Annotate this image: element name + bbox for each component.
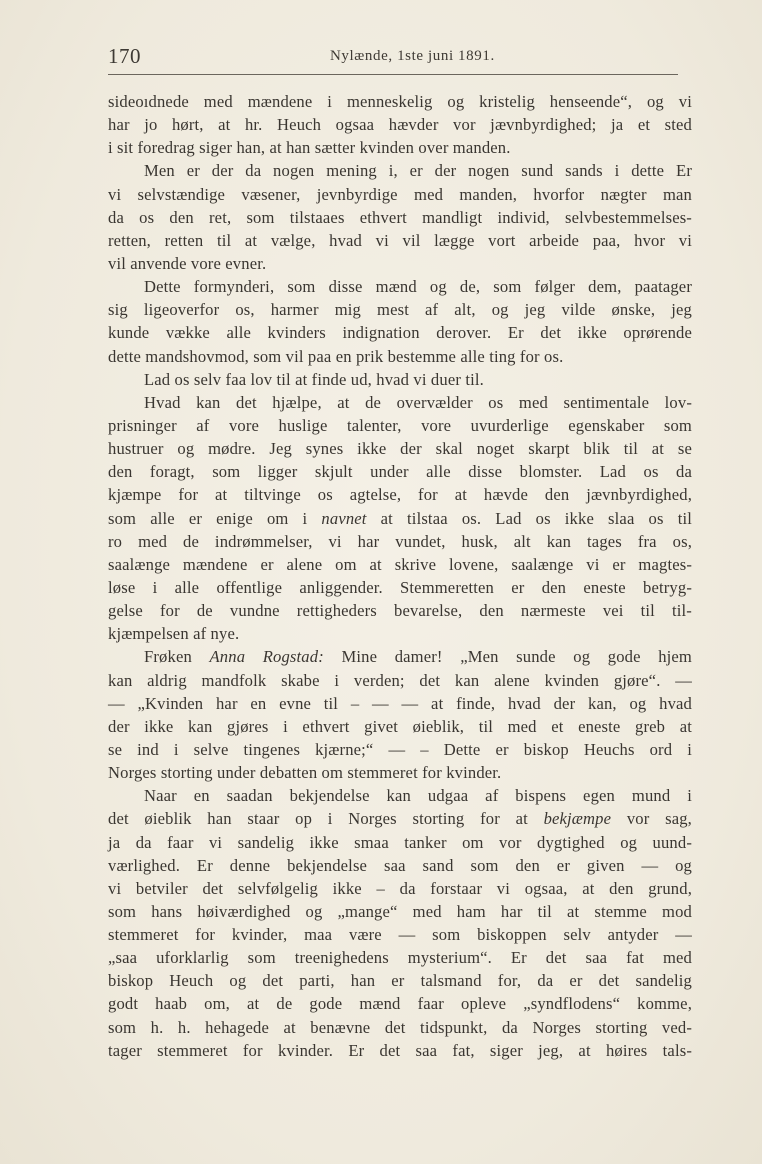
text-line: som hans høiværdighed og „mange“ med ham har til at stemme mod xyxy=(108,901,692,921)
text-line: vi betviler det selvfølgelig ikke – da forstaar vi ogsaa, at den grund, xyxy=(108,878,692,898)
text-line: der ikke kan gjøres i ethvert givet øieblik, til med et eneste greb at xyxy=(108,716,692,736)
text-line: værlighed. Er denne bekjendelse saa sand som den er given — og xyxy=(108,855,692,875)
text-line: kunde vække alle kvinders indignation derover. Er det ikke oprørende xyxy=(108,323,692,343)
text-line: sig ligeoverfor os, harmer mig mest af alt, og jeg vilde ønske, jeg xyxy=(108,300,692,320)
text-line: Norges storting under debatten om stemmeret for kvinder. xyxy=(108,763,502,783)
text-line: tager stemmeret for kvinder. Er det saa fat, siger jeg, at høires tals- xyxy=(108,1040,692,1060)
text-line: den foragt, som ligger skjult under alle disse blomster. Lad os da xyxy=(108,462,692,482)
text-line: prisninger af vore huslige talenter, vore uvurderlige egenskaber som xyxy=(108,415,692,435)
text-line: vi selvstændige væsener, jevnbyrdige med manden, hvorfor nægter man xyxy=(108,184,692,204)
text-line: ja da faar vi sandelig ikke smaa tanker om vor dygtighed og uund- xyxy=(108,832,692,852)
text-line: Naar en saadan bekjendelse kan udgaa af bispens egen mund i xyxy=(144,786,692,806)
text-line: kjæmpelsen af nye. xyxy=(108,624,240,644)
article-body xyxy=(108,90,692,1062)
text-line: — „Kvinden har en evne til – — — at finde, hvad der kan, og hvad xyxy=(108,693,692,713)
text-line: Men er der da nogen mening i, er der nogen sund sands i dette Er xyxy=(144,161,692,181)
text-line: godt haab om, at de gode mænd faar opleve „syndflodens“ komme, xyxy=(108,994,692,1014)
text-segment: at tilstaa os. Lad os ikke slaa os til xyxy=(366,508,692,528)
text-line: stemmeret for kvinder, maa være — som biskoppen selv antyder — xyxy=(108,925,692,945)
text-line: hustruer og mødre. Jeg synes ikke der skal noget skarpt blik til at se xyxy=(108,439,692,459)
text-line: sideoıdnede med mændene i menneskelig og kristelig henseende“, og vi xyxy=(108,92,692,111)
italic-emphasis: bekjæmpe xyxy=(543,809,612,829)
italic-emphasis: Anna Rogstad: xyxy=(209,647,324,667)
text-line: har jo hørt, at hr. Heuch ogsaa hævder vor jævnbyrdighed; ja et sted xyxy=(108,115,692,135)
text-line: biskop Heuch og det parti, han er talsmand for, da er det sandelig xyxy=(108,971,692,991)
text-line: vil anvende vore evner. xyxy=(108,253,267,273)
text-segment: vor sag, xyxy=(611,809,692,829)
text-segment: det øieblik han staar op i Norges storting for at xyxy=(108,809,544,829)
text-line: Lad os selv faa lov til at finde ud, hvad vi duer til. xyxy=(144,369,484,389)
text-line xyxy=(108,807,692,830)
text-line: som h. h. hehagede at benævne det tidspunkt, da Norges storting ved- xyxy=(108,1017,692,1037)
text-line: i sit foredrag siger han, at han sætter kvinden over manden. xyxy=(108,138,511,158)
page-number: 170 xyxy=(108,44,141,68)
text-line: Dette formynderi, som disse mænd og de, som følger dem, paatager xyxy=(144,277,692,297)
text-line: ro med de indrømmelser, vi har vundet, husk, alt kan tages fra os, xyxy=(108,531,692,551)
text-line: gelse for de vundne rettigheders bevarelse, den nærmeste vei til til- xyxy=(108,601,692,621)
text-line: se ind i selve tingenes kjærne;“ — – Dette er biskop Heuchs ord i xyxy=(108,739,692,759)
running-title: Nylænde, 1ste juni 1891. xyxy=(330,48,495,64)
page-header xyxy=(108,44,678,74)
text-segment: Frøken xyxy=(144,647,210,667)
text-line xyxy=(108,507,692,530)
text-line: dette mandshovmod, som vil paa en prik bestemme alle ting for os. xyxy=(108,346,564,366)
text-line: „saa uforklarlig som treenighedens mysterium“. Er det saa fat med xyxy=(108,948,692,968)
text-line: Hvad kan det hjælpe, at de overvælder os med sentimentale lov- xyxy=(144,392,692,412)
text-line: kan aldrig mandfolk skabe i verden; det kan alene kvinden gjøre“. — xyxy=(108,670,692,690)
text-line: retten, retten til at vælge, hvad vi vil lægge vort arbeide paa, hvor vi xyxy=(108,230,692,250)
text-segment: som alle er enige om i xyxy=(108,508,322,528)
text-segment: Mine damer! „Men sunde og gode hjem xyxy=(323,647,692,667)
text-line: da os den ret, som tilstaaes ethvert mandligt individ, selvbestemmelses- xyxy=(108,207,692,227)
italic-emphasis: navnet xyxy=(321,508,367,528)
text-line: kjæmpe for at tiltvinge os agtelse, for at hævde den jævnbyrdighed, xyxy=(108,485,692,505)
text-line: saalænge mændene er alene om at skrive lovene, saalænge vi er magtes- xyxy=(108,554,692,574)
text-line xyxy=(108,645,692,668)
text-line: løse i alle offentlige anliggender. Stemmeretten er den eneste betryg- xyxy=(108,577,692,597)
header-rule xyxy=(108,74,678,75)
